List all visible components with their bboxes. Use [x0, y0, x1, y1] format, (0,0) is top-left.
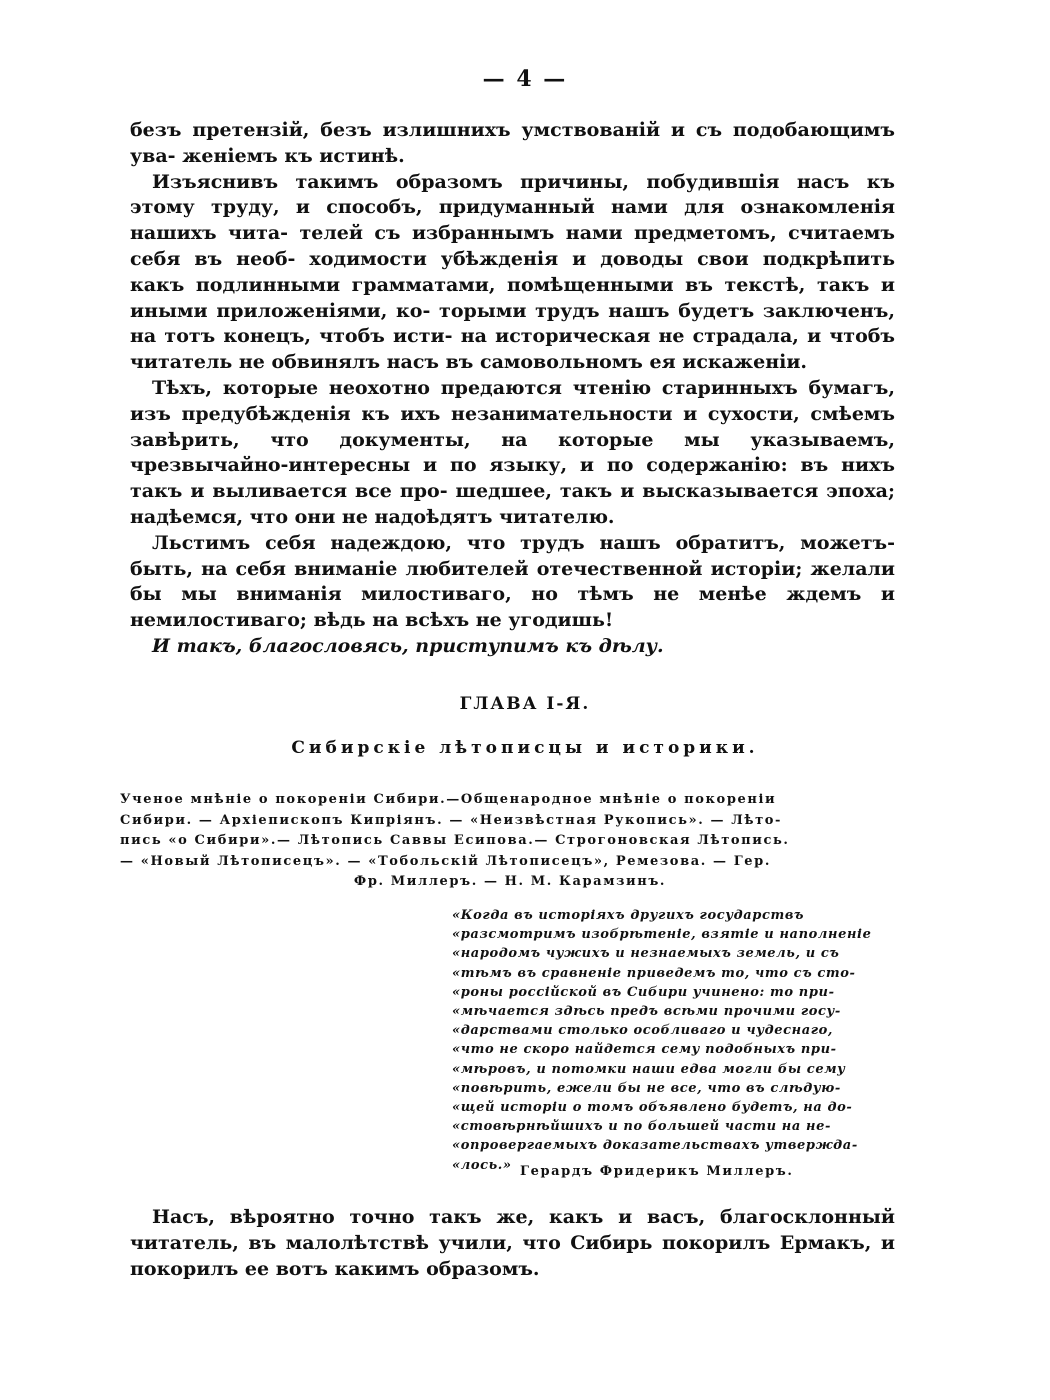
epigraph-line: «народомъ чужихъ и незнаемыхъ земель, и съ	[452, 946, 840, 962]
text-line: вниманія милостиваго, но тѣмъ не менѣе ждемъ и немилостиваго;	[130, 583, 895, 632]
epigraph-line: «опровергаемыхъ доказательствахъ утвержда-	[452, 1138, 858, 1154]
text-line: и по языку, и по содержанію: въ нихъ такъ и выливается все про-	[130, 454, 895, 503]
summary-line: — «Новый Лѣтописецъ». — «Тобольскій Лѣтописецъ», Ремезова. — Гер.	[120, 853, 771, 869]
paragraph	[130, 376, 895, 531]
summary-line: Фр. Миллеръ. — Н. М. Карамзинъ.	[353, 874, 667, 889]
text-line: женіемъ къ истинѣ.	[182, 144, 405, 167]
chapter-subtitle: Сибирскіе лѣтописцы и историки.	[291, 738, 759, 758]
main-text	[130, 118, 895, 660]
text-line: ходимости убѣжденія и доводы свои подкрѣпить какъ подлинными	[130, 247, 895, 296]
text-line: труду, и способъ, придуманный нами для ознакомленія нашихъ чита-	[130, 196, 896, 245]
text-line: на себя вниманіе любителей отечественной исторіи; желали бы мы	[130, 557, 895, 606]
text-line: предубѣжденія къ ихъ незанимательности и сухости, смѣемъ завѣрить,	[130, 402, 895, 451]
paragraph	[130, 531, 895, 634]
epigraph-line: «роны россійской въ Сибири учинено: то при-	[452, 984, 835, 1000]
text-line: безъ претензій, безъ излишнихъ умствованій и съ подобающимъ ува-	[130, 119, 895, 167]
epigraph-line: «мѣчается здѣсь предъ всѣми прочими госу-	[452, 1004, 841, 1020]
epigraph-line: «щей исторіи о томъ объявлено будетъ, на до-	[452, 1100, 853, 1116]
epigraph-line: «дарствами столько особливаго и чудеснаго,	[452, 1023, 834, 1039]
summary-line: пись «о Сибири».— Лѣтопись Саввы Есипова.— Строгоновская Лѣтопись.	[120, 833, 790, 848]
text-line: грамматами, помѣщенными въ текстѣ, такъ и иными приложеніями, ко-	[130, 273, 895, 322]
summary-line: Ученое мнѣніе о покореніи Сибири.—Общенародное мнѣніе о покореніи	[120, 792, 777, 807]
paragraph	[130, 170, 895, 376]
text-line: Насъ, вѣроятно точно такъ же, какъ и васъ, благосклонный читатель,	[130, 1206, 895, 1254]
text-line: Тѣхъ, которые неохотно предаются чтенію старинныхъ бумагъ, изъ	[130, 376, 895, 425]
text-line: что документы, на которые мы указываемъ, чрезвычайно-интересны	[130, 428, 895, 477]
epigraph-line: «тѣмъ въ сравненіе приведемъ то, что съ сто-	[452, 965, 856, 981]
epigraph	[452, 906, 897, 1175]
text-line: на историческая не страдала, и чтобъ читатель не обвинялъ насъ въ	[130, 325, 895, 374]
text-line: читателю.	[499, 505, 615, 528]
text-line: Льстимъ себя надеждою, что трудъ нашъ обратитъ, можетъ-быть,	[130, 531, 895, 580]
text-line: самовольномъ ея искаженіи.	[480, 351, 808, 374]
chapter-title: ГЛАВА І-Я.	[459, 694, 591, 714]
summary-line: Сибири. — Архіепископъ Кипріянъ. — «Неизвѣстная Рукопись». — Лѣто-	[120, 812, 783, 828]
epigraph-signature: Герардъ Фридерикъ Миллеръ.	[520, 1164, 794, 1179]
epigraph-line: «стовѣрнѣйшихъ и по большей части на не-	[452, 1119, 831, 1135]
epigraph-line: «разсмотримъ изобрѣтеніе, взятіе и наполненіе	[452, 927, 872, 943]
text-line: телей съ избраннымъ нами предметомъ, считаемъ себя въ необ-	[130, 222, 895, 270]
text-line: шедшее, такъ и высказывается эпоха; надѣемся, что они не надоѣдятъ	[130, 480, 895, 528]
text-line: вотъ какимъ образомъ.	[275, 1257, 540, 1280]
text-line: И такъ, благословясь, приступимъ къ дѣлу.	[152, 634, 664, 657]
epigraph-line: «Когда въ исторіяхъ другихъ государствъ	[452, 908, 805, 923]
page-number: — 4 —	[482, 66, 568, 92]
paragraph	[130, 1205, 895, 1282]
chapter-summary	[120, 790, 900, 893]
paragraph	[130, 118, 895, 170]
text-line: вѣдь на всѣхъ не угодишь!	[313, 609, 614, 632]
text-line: торыми трудъ нашъ будетъ заключенъ, на тотъ конецъ, чтобъ исти-	[130, 299, 895, 348]
epigraph-line: «что не скоро найдется сему подобныхъ при-	[452, 1042, 837, 1058]
paragraph	[130, 634, 895, 660]
text-line: Изъяснивъ такимъ образомъ причины, побудившія насъ къ этому	[130, 170, 895, 219]
text-line: въ малолѣтствѣ учили, что Сибирь покорилъ Ермакъ, и покорилъ ее	[130, 1231, 895, 1280]
final-paragraph	[130, 1205, 895, 1282]
epigraph-line: «повѣрить, ежели бы не все, что въ слѣдую-	[452, 1080, 841, 1096]
epigraph-line: «мѣровъ, и потомки наши едва могли бы сему	[452, 1061, 846, 1077]
epigraph-line: «лось.»	[452, 1157, 512, 1173]
